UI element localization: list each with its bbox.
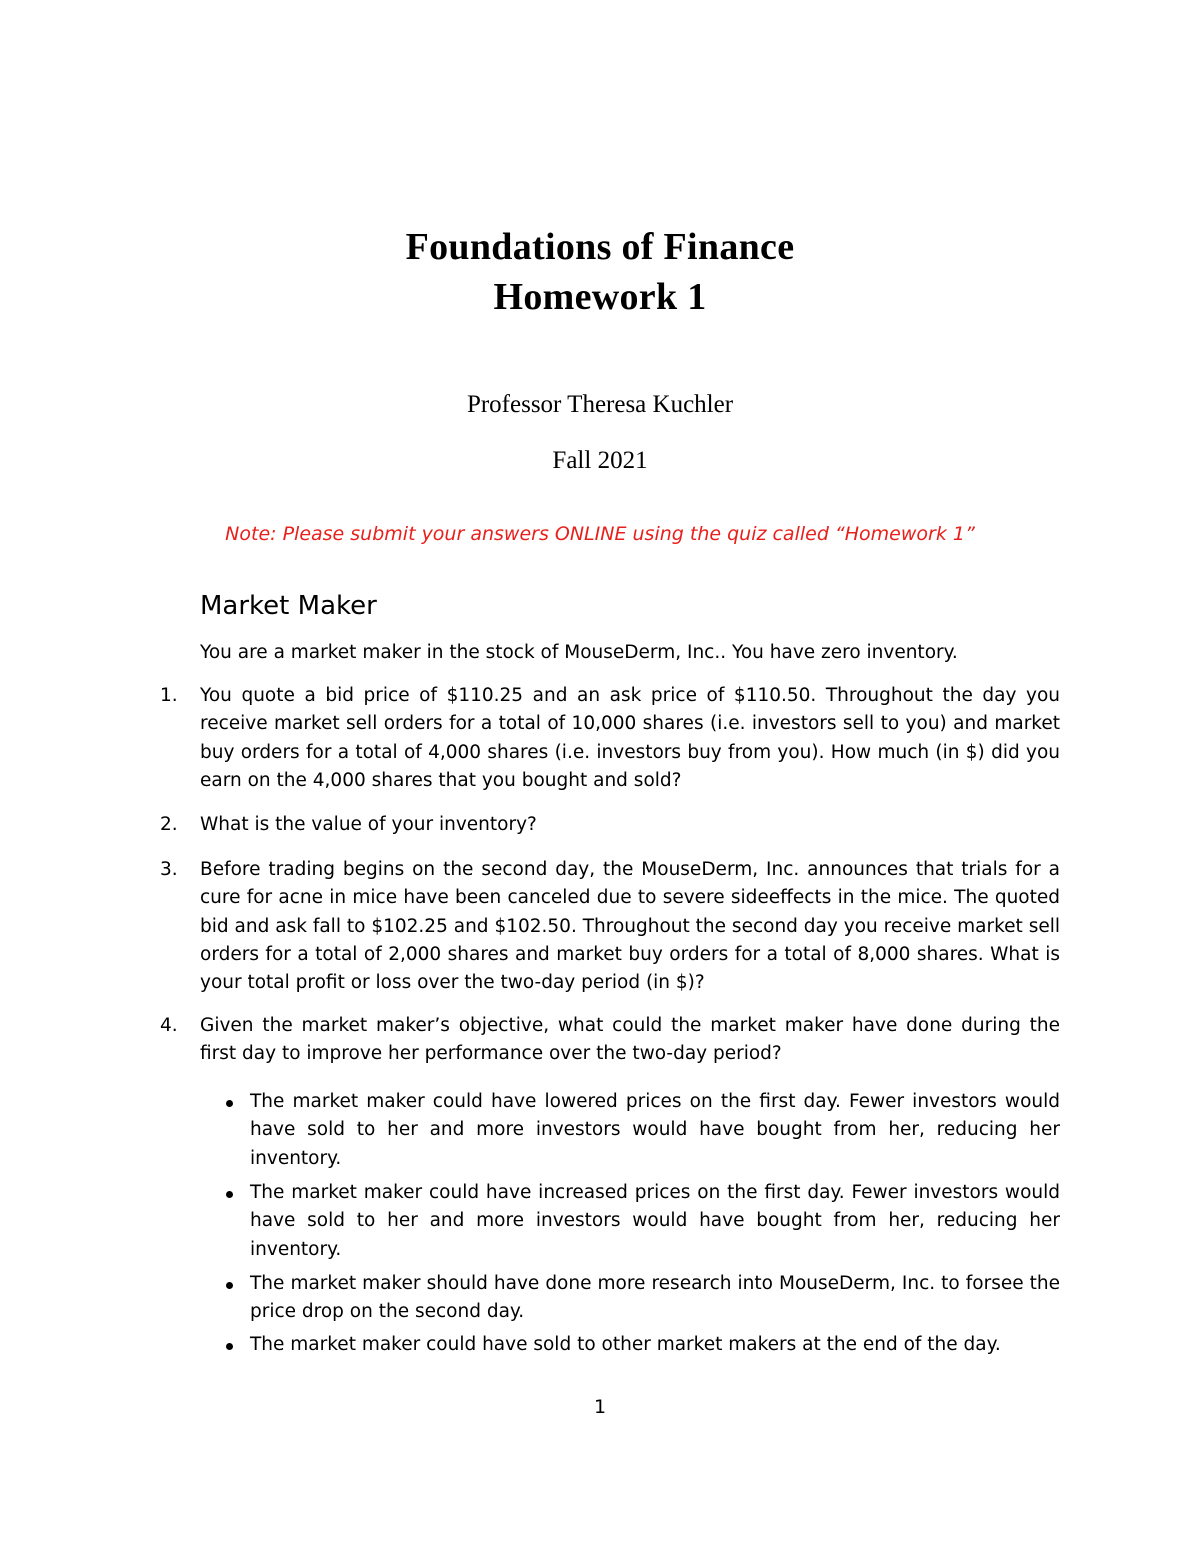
- answer-option-list: [226, 1270, 1060, 1327]
- question-item: [160, 682, 1060, 795]
- question-number: 2.: [160, 814, 178, 835]
- answer-option-text: The market maker should have done more research into MouseDerm, Inc. to forsee the price drop on the second day.: [250, 1273, 1060, 1323]
- submission-note: Note: Please submit your answers ONLINE using the quiz called “Homework 1”: [225, 523, 975, 545]
- answer-option: [226, 1179, 1060, 1264]
- document-subtitle: Homework 1: [493, 276, 707, 318]
- answer-option-text: The market maker could have lowered prices on the first day. Fewer investors would have sold to her and more investors would have bought from her, reducing her inventory.: [250, 1091, 1060, 1169]
- answer-option: [226, 1270, 1060, 1327]
- question-list-3: [160, 856, 1060, 997]
- question-list-4: [160, 1012, 1060, 1069]
- question-list-2: [160, 811, 1060, 839]
- bullet-icon: [226, 1343, 233, 1350]
- question-item: [160, 856, 1060, 997]
- bullet-icon: [226, 1100, 233, 1107]
- question-text: Before trading begins on the second day, the MouseDerm, Inc. announces that trials for a cure for acne in mice have been canceled due to severe sideeffects in the mice. The quoted bid and ask fall to $102.25 and $102.50. Throughout the second day you receive market sell orders for a total of 2,000 shares and market buy orders for a total of 8,000 shares. What is your total profit or loss over the two-day period (in $)?: [200, 859, 1060, 994]
- bullet-icon: [226, 1282, 233, 1289]
- author-name: Professor Theresa Kuchler: [466, 391, 734, 418]
- question-item: [160, 811, 1060, 839]
- document-date: Fall 2021: [552, 447, 648, 474]
- question-number: 3.: [160, 859, 178, 880]
- answer-option-list: [226, 1088, 1060, 1173]
- answer-option: [226, 1088, 1060, 1173]
- question-number: 4.: [160, 1015, 178, 1036]
- answer-option-list: [226, 1179, 1060, 1264]
- answer-option: [226, 1331, 1060, 1359]
- bullet-icon: [226, 1191, 233, 1198]
- answer-option-list: [226, 1331, 1060, 1359]
- question-text: Given the market maker’s objective, what could the market maker have done during the first day to improve her performance over the two-day period?: [200, 1015, 1060, 1065]
- answer-option-text: The market maker could have increased prices on the first day. Fewer investors would have sold to her and more investors would have bought from her, reducing her inventory.: [250, 1182, 1060, 1260]
- answer-option-text: The market maker could have sold to other market makers at the end of the day.: [250, 1334, 1001, 1355]
- section-intro: You are a market maker in the stock of MouseDerm, Inc.. You have zero inventory.: [200, 642, 958, 663]
- question-item: [160, 1012, 1060, 1069]
- page-number: 1: [593, 1396, 607, 1418]
- question-text: You quote a bid price of $110.25 and an ask price of $110.50. Throughout the day you receive market sell orders for a total of 10,000 shares (i.e. investors sell to you) and market buy orders for a total of 4,000 shares (i.e. investors buy from you). How much (in $) did you earn on the 4,000 shares that you bought and sold?: [200, 685, 1060, 791]
- question-text: What is the value of your inventory?: [200, 814, 537, 835]
- question-number: 1.: [160, 685, 178, 706]
- document-title: Foundations of Finance: [405, 226, 795, 268]
- section-heading: Market Maker: [200, 591, 377, 621]
- question-list-1: [160, 682, 1060, 795]
